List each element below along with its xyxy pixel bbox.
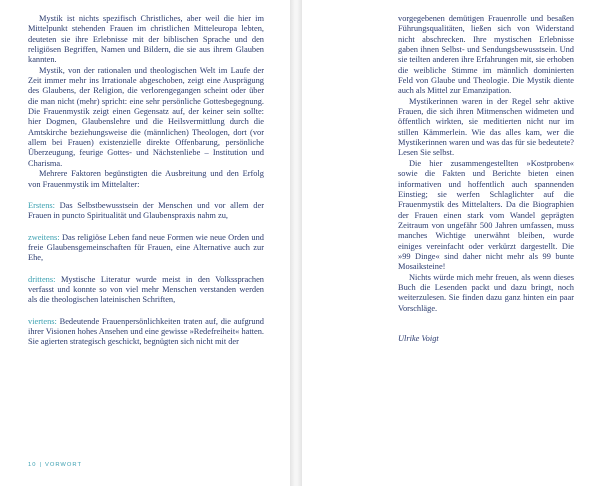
- page-footer: [28, 462, 82, 468]
- left-page: [0, 0, 290, 486]
- factor-lead: drittens:: [28, 274, 56, 284]
- paragraph: Mystikerinnen waren in der Regel sehr aktive Frauen, die sich ihren Mitmenschen widmeten und öffentlich wirkten, sie meditierten nicht nur im stillen Kämmerlein. Wie das alles kam, wer die Mystikerinnen waren und was das für sie bedeutete? Lesen Sie selbst.: [398, 96, 574, 158]
- factor-item: [28, 233, 264, 264]
- paragraph: Mehrere Faktoren begünstigten die Ausbreitung und den Erfolg von Frauenmystik im Mittelalter:: [28, 169, 264, 189]
- factor-text: Das religiöse Leben fand neue Formen wie neue Orden und freie Glaubensgemeinschaften für Frauen, eine Alternative auch zur Ehe,: [28, 232, 264, 263]
- folio-separator: |: [39, 462, 42, 468]
- factor-item: [28, 201, 264, 222]
- factor-lead: zweitens:: [28, 232, 60, 242]
- factor-text: Mystische Literatur wurde meist in den Volkssprachen verfasst und konnte so von viel mehr Menschen verstanden werden als die theologischen lateinischen Schriften,: [28, 274, 264, 305]
- factor-item: [28, 317, 264, 348]
- running-footer-label: VORWORT: [44, 462, 83, 468]
- factor-lead: Erstens:: [28, 200, 55, 210]
- signature: Ulrike Voigt: [398, 333, 439, 343]
- factor-text: Bedeutende Frauenpersönlichkeiten traten auf, die aufgrund ihrer Visionen hohes Ansehen und eine gewisse »Redefreiheit« hatten. Sie agierten strategisch geschickt, begnügten sich nicht mit der: [28, 316, 264, 347]
- right-page: [302, 0, 600, 486]
- factor-lead: viertens:: [28, 316, 57, 326]
- factor-text: Das Selbstbewusstsein der Menschen und vor allem der Frauen in puncto Spiritualität und Glaubenspraxis nahm zu,: [28, 200, 264, 221]
- paragraph: Mystik ist nichts spezifisch Christliches, aber weil die hier im Mittelpunkt stehenden Frauen im christlichen Mitteleuropa lebten, deuteten sie ihre Erlebnisse mit der biblischen Sprache und den religiösen Begriffen, Namen und Bildern, die sie aus ihrem Glauben kannten.: [28, 14, 264, 65]
- left-text-column: [28, 14, 264, 348]
- paragraph: Nichts würde mich mehr freuen, als wenn dieses Buch die Lesenden packt und dazu bringt, noch weiterzulesen. Sie finden dazu ganz hinten ein paar Vorschläge.: [398, 272, 574, 313]
- paragraph: vorgegebenen demütigen Frauenrolle und besaßen Führungsqualitäten, ließen sich von Widerstand nicht abschrecken. Ihre mystischen Erlebnisse gaben ihnen Selbst- und Sendungsbewusstsein. Und sie teilten anderen ihre Erfahrungen mit, sie erhoben die weibliche Stimme im männlich dominierten Feld von Glaube und Theologie. Die Mystik diente auch als Mittel zur Emanzipation.: [398, 14, 574, 96]
- paragraph: Mystik, von der rationalen und theologischen Welt im Laufe der Zeit immer mehr ins Irrationale abgeschoben, zeigt eine Ausprägung des Glaubens, der Religion, die verlorengegangen scheint oder über die man nicht (mehr) spricht: eine sehr persönliche Gottesbegegnung. Die Frauenmystik zeigt einen Gegensatz auf, der keiner sein sollte: hier Dogmen, Glaubenslehre und die Heilsvermittlung durch die Amtskirche beziehungsweise die (männlichen) Theologen, dort (vor allem bei Frauen) existenzielle direkte Offenbarung, persönliche Überzeugung, feurige Gottes- und Nächstenliebe – Institution und Charisma.: [28, 65, 264, 168]
- right-text-column: [398, 14, 574, 344]
- factor-item: [28, 275, 264, 306]
- book-gutter: [290, 0, 302, 486]
- page-number: 10: [28, 462, 37, 468]
- paragraph: Die hier zusammengestellten »Kostproben« sowie die Fakten und Berichte bieten einen informativen und hoffentlich auch spannenden Einstieg; sie werfen Schlaglichter auf die Frauenmystik des Mittelalters. Da die Biographien der Frauen einen stark vom Wandel geprägten Zeitraum von ungefähr 500 Jahren umfassen, muss manches Wichtige unerwähnt bleiben, wurde einiges vereinfacht oder verkürzt dargestellt. Die »99 Dinge« sind daher nicht mehr als 99 bunte Mosaiksteine!: [398, 158, 574, 272]
